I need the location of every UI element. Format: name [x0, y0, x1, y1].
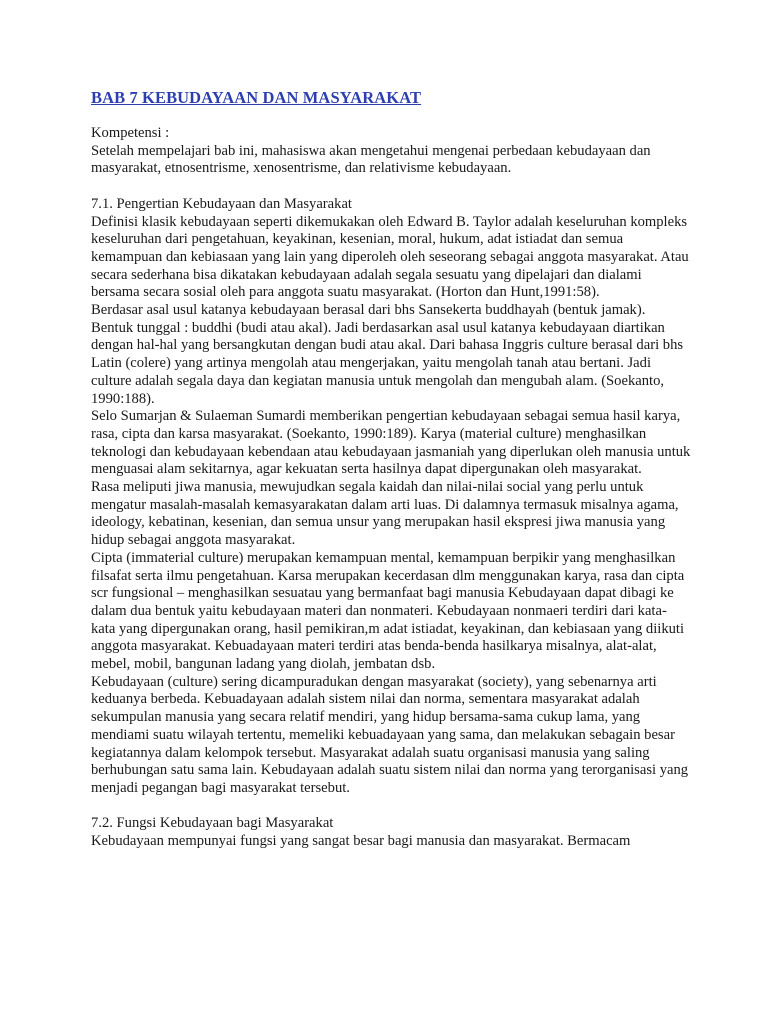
- paragraph: Berdasar asal usul katanya kebudayaan berasal dari bhs Sansekerta buddhayah (bentuk jamak). Bentuk tunggal : buddhi (budi atau akal). Jadi berdasarkan asal usul katanya kebudayaan diartikan dengan hal-hal yang bersangkutan dengan budi atau akal. Dari bahasa Inggris culture berasal dari bhs Latin (colere) yang artinya mengolah atau mengerjakan, yaitu mengolah tanah atau bertani. Jadi culture adalah segala daya dan kegiatan manusia untuk mengolah dan mengubah alam. (Soekanto, 1990:188).: [91, 302, 684, 407]
- kompetensi-label: Kompetensi :: [91, 125, 170, 141]
- section-1-heading: 7.1. Pengertian Kebudayaan dan Masyarakat: [91, 195, 352, 212]
- paragraph: Definisi klasik kebudayaan seperti dikemukakan oleh Edward B. Taylor adalah keseluruhan kompleks keseluruhan dari pengetahuan, keyakinan, kesenian, moral, hukum, adat istiadat dan semua kemampuan dan kebiasaan yang lain yang diperoleh oleh seseorang sebagai anggota masyarakat. Atau secara sederhana bisa dikatakan kebudayaan adalah segala sesuatu yang dipelajari dan dialami bersama secara sosial oleh para anggota suatu masyarakat. (Horton dan Hunt,1991:58).: [91, 213, 689, 301]
- paragraph: Selo Sumarjan & Sulaeman Sumardi memberikan pengertian kebudayaan sebagai semua hasil karya, rasa, cipta dan karsa masyarakat. (Soekanto, 1990:189). Karya (material culture) menghasilkan teknologi dan kebudayaan kebendaan atau kebudayaan jasmaniah yang diperlukan oleh manusia untuk menguasai alam sekitarnya, agar kekuatan serta hasilnya dapat dipergunakan oleh masyarakat.: [91, 408, 691, 478]
- paragraph: Kebudayaan (culture) sering dicampuradukan dengan masyarakat (society), yang sebenarnya arti keduanya berbeda. Kebuadayaan adalah sistem nilai dan norma, sementara masyarakat adalah sekumpulan manusia yang secara relatif mendiri, yang hidup bersama-sama cukup lama, yang mendiami suatu wilayah tertentu, memeliki kebuadayaan yang sama, dan melakukan sebagain besar kegiatannya dalam kelompok tersebut. Masyarakat adalah suatu organisasi manusia yang saling berhubungan satu sama lain. Kebudayaan adalah suatu sistem nilai dan norma yang terorganisasi yang menjadi pegangan bagi masyarakat tersebut.: [91, 673, 689, 796]
- kompetensi-block: [91, 125, 691, 178]
- chapter-title: BAB 7 KEBUDAYAAN DAN MASYARAKAT: [91, 88, 422, 107]
- paragraph: Cipta (immaterial culture) merupakan kemampuan mental, kemampuan berpikir yang menghasilkan filsafat serta ilmu pengetahuan. Karsa merupakan kecerdasan dlm menggunakan karya, rasa dan cipta scr fungsional – menghasilkan sesuatau yang bermanfaat bagi manusia Kebudayaan dapat dibagi ke dalam dua bentuk yaitu kebudayaan materi dan nonmateri. Kebudayaan nonmaeri terdiri dari kata-kata yang dipergunakan orang, hasil pemikiran,m adat istiadat, keyakinan, dan kebiasaan yang diikuti anggota masyarakat. Kebuadayaan materi terdiri atas benda-benda hasilkarya misalnya, alat-alat, mebel, mobil, bangunan ladang yang diolah, jembatan dsb.: [91, 549, 685, 673]
- paragraph: Kebudayaan mempunyai fungsi yang sangat besar bagi manusia dan masyarakat. Bermacam: [91, 833, 631, 850]
- kompetensi-text: Setelah mempelajari bab ini, mahasiswa akan mengetahui mengenai perbedaan kebudayaan dan masyarakat, etnosentrisme, xenosentrisme, dan relativisme kebudayaan.: [91, 142, 651, 177]
- section-2-heading: 7.2. Fungsi Kebudayaan bagi Masyarakat: [91, 815, 334, 832]
- section-2: [91, 815, 691, 850]
- paragraph: Rasa meliputi jiwa manusia, mewujudkan segala kaidah dan nilai-nilai social yang perlu untuk mengatur masalah-masalah kemasyarakatan dalam arti luas. Di dalamnya termasuk misalnya agama, ideology, kebatinan, kesenian, dan semua unsur yang merupakan hasil ekspresi jiwa manusia yang hidup sebagai anggota masyarakat.: [91, 479, 679, 549]
- section-1: [91, 196, 691, 798]
- document-content: [91, 88, 691, 851]
